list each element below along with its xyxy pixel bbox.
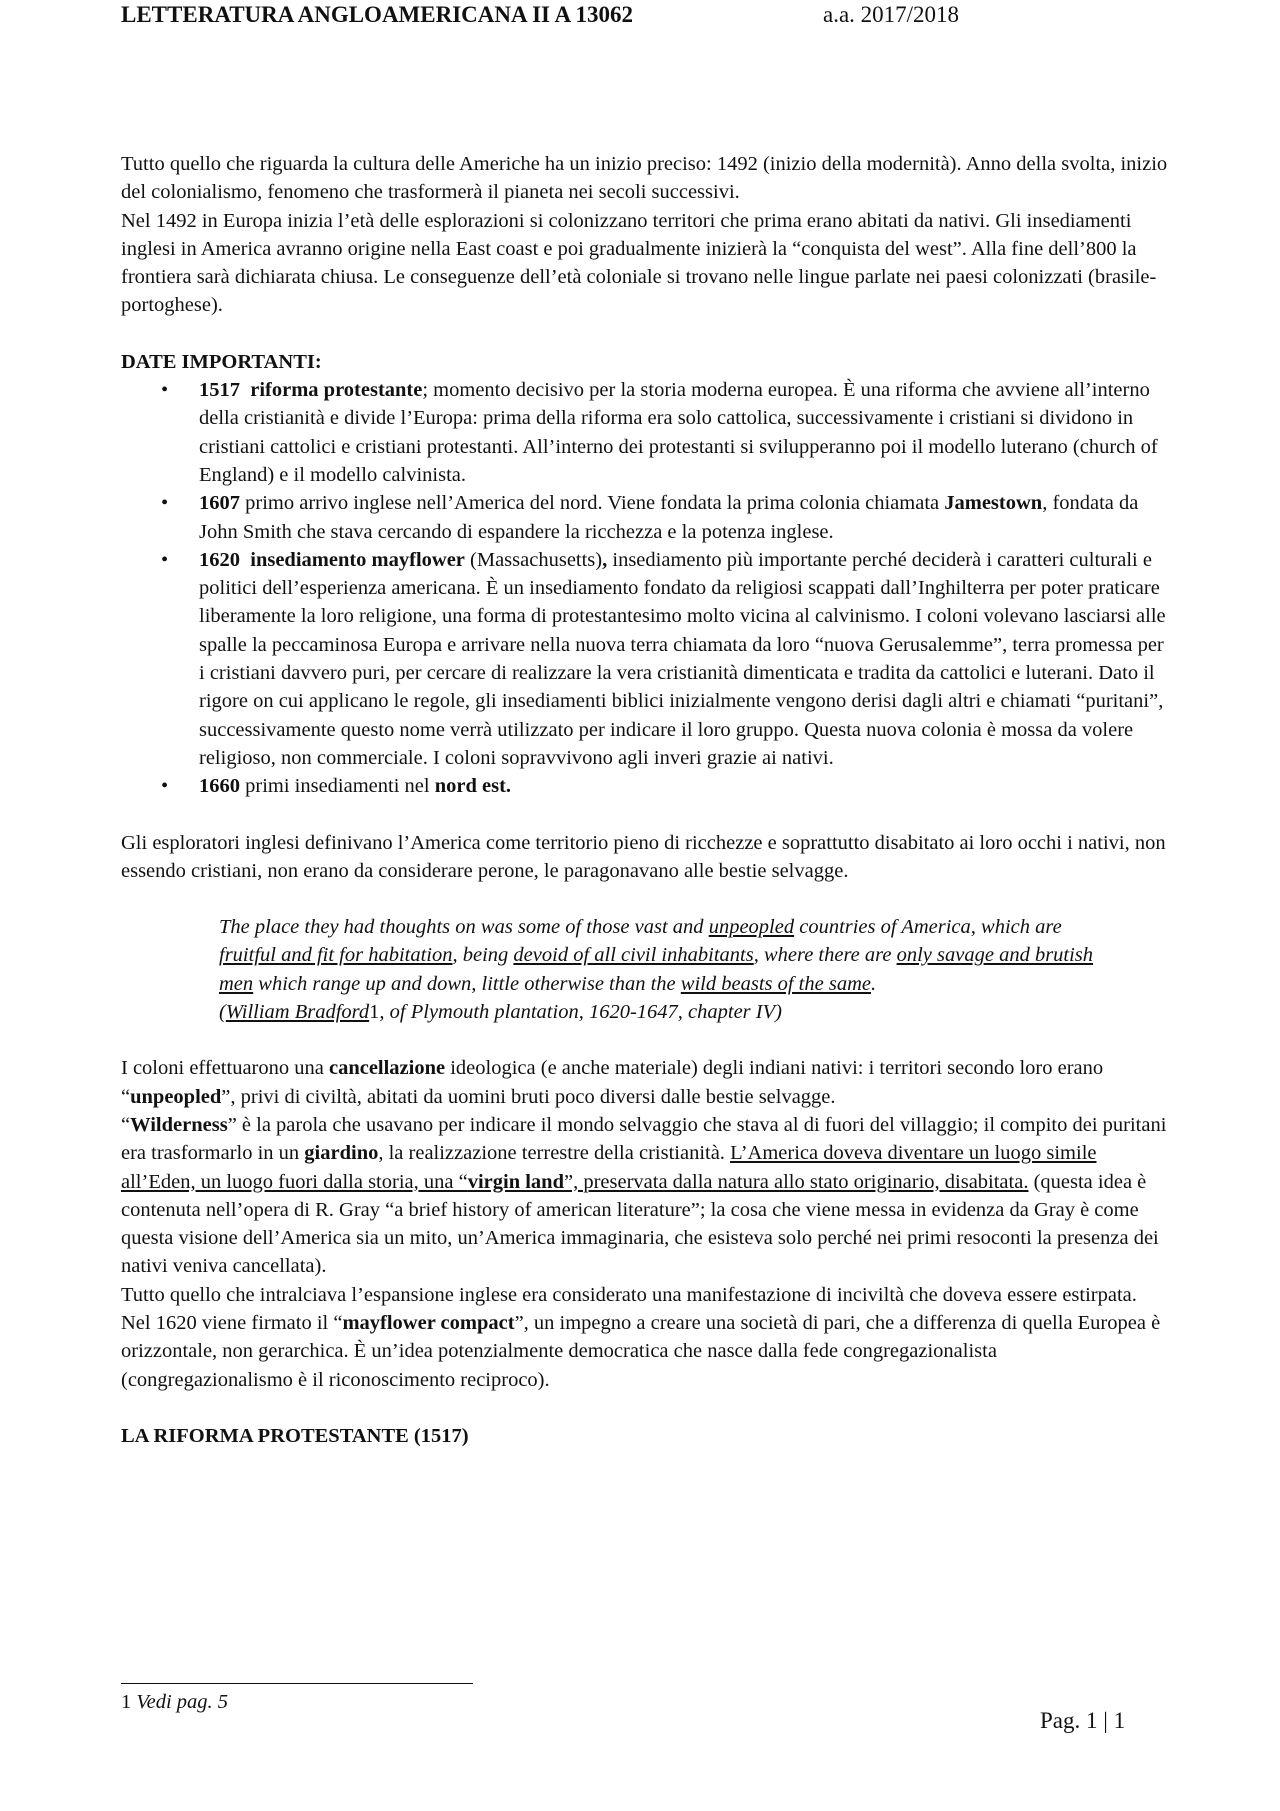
quote-underlined: fruitful and fit for habitation <box>219 944 453 967</box>
bold-term: giardino <box>304 1142 379 1165</box>
text: , la realizzazione terrestre della cristianità. <box>378 1142 731 1165</box>
list-item <box>121 376 1171 489</box>
expansion-paragraph: Tutto quello che intralciava l’espansione inglese era considerato una manifestazione di inciviltà che doveva essere estirpata. <box>121 1283 1137 1306</box>
date-comma: , <box>602 548 608 571</box>
dates-list <box>121 376 1171 800</box>
text: (questa idea è contenuta nell’opera di R. Gray “a brief history of american literature”; la cosa che viene messa in evidenza da Gray è come questa visione dell’America sia un mito, un’America immaginaria, che esisteva solo perché nei primi resoconti la presenza dei nativi veniva cancellata). <box>121 1170 1159 1278</box>
date-text: insediamento più importante perché deciderà i caratteri culturali e politici dell’esperienza americana. È un insediamento fondato da religiosi scappati dall’Inghilterra per poter praticare liberamente la loro religione, una forma di protestantesimo molto vicina al calvinismo. I coloni volevano lasciarsi alle spalle la peccaminosa Europa e arrivare nella nuova terra chiamata da loro “nuova Gerusalemme”, terra promessa per i cristiani davvero puri, per cercare di realizzare la vera cristianità dimenticata e tradita da cattolici e luterani. Dato il rigore on cui applicano le regole, gli insediamenti biblici inizialmente vengono derisi dagli altri e chiamati “puritani”, successivamente questo nome verrà utilizzato per indicare il loro gruppo. Questa nuova colonia è mossa da volere religioso, non commerciale. I coloni sopravvivono agli inveri grazie ai nativi. <box>199 548 1166 769</box>
footnote-reference[interactable]: 1 <box>369 1001 380 1024</box>
date-text: primi insediamenti nel <box>240 775 435 798</box>
quote-underlined: wild beasts of the same <box>680 972 871 995</box>
date-text: primo arrivo inglese nell’America del nord. Viene fondata la prima colonia chiamata <box>240 492 945 515</box>
text: L’America doveva diventare un luogo simile all’Eden, un luogo fuori dalla storia, una “ <box>121 1142 1097 1193</box>
wilderness-paragraph <box>121 1111 1171 1281</box>
list-item <box>121 546 1171 772</box>
list-item <box>121 489 1171 546</box>
text: ”, preservata dalla natura allo stato originario, disabitata. <box>563 1170 1029 1193</box>
intro-paragraph: Tutto quello che riguarda la cultura delle Americhe ha un inizio preciso: 1492 (inizio della modernità). Anno della svolta, inizio del colonialismo, fenomeno che trasformerà il pianeta nei secoli successivi. <box>121 153 1168 204</box>
date-year: 1620 <box>199 548 240 571</box>
text: Nel 1620 viene firmato il “ <box>121 1311 343 1334</box>
bradford-quote <box>219 913 1099 1026</box>
quote-text: countries of America, which are <box>794 916 1062 939</box>
course-title: LETTERATURA ANGLOAMERICANA II A 13062 <box>121 2 634 27</box>
intro-paragraph: Nel 1492 in Europa inizia l’età delle esplorazioni si colonizzano territori che prima erano abitati da nativi. Gli insediamenti inglesi in America avranno origine nella East coast e poi gradualmente inizierà la “conquista del west”. Alla fine dell’800 la frontiera sarà dichiarata chiusa. Le conseguenze dell’età coloniale si trovano nelle lingue parlate nei paesi colonizzati (brasile-portoghese). <box>121 209 1157 317</box>
text: ideologica (e anche materiale) degli indiani nativi: i territori secondo loro erano “ <box>121 1057 1104 1108</box>
footnote-divider <box>121 1683 473 1684</box>
main-content <box>121 150 1171 1450</box>
text: I coloni effettuarono una <box>121 1057 329 1080</box>
text: ” è la parola che usavano per indicare il mondo selvaggio che stava al di fuori del villaggio; il compito dei puritani era trasformarlo in un <box>121 1113 1167 1165</box>
bullet-icon: • <box>161 775 169 798</box>
footnote-text: Vedi pag. 5 <box>136 1691 229 1713</box>
footnote <box>121 1688 228 1716</box>
text: “ <box>121 1113 131 1136</box>
footnote-number: 1 <box>121 1691 132 1713</box>
quote-underlined: unpeopled <box>708 916 795 939</box>
bullet-icon: • <box>161 379 169 402</box>
page-header <box>121 0 960 30</box>
bold-term: virgin land <box>467 1170 564 1193</box>
bullet-icon: • <box>161 492 169 515</box>
date-year: 1660 <box>199 775 240 798</box>
date-year: 1607 <box>199 492 240 515</box>
citation-author: William Bradford <box>225 1001 370 1024</box>
quote-text: which range up and down, little otherwise than the <box>253 972 681 995</box>
bullet-icon: • <box>161 548 169 571</box>
quote-text: . <box>870 972 877 995</box>
citation-text: ( <box>219 1001 226 1024</box>
date-text: ; momento decisivo per la storia moderna europea. È una riforma che avviene all’interno della cristianità e divide l’Europa: prima della riforma era solo cattolica, successivamente i cristiani si dividono in cristiani cattolici e cristiani protestanti. All’interno dei protestanti si svilupperanno poi il modello luterano (church of England) e il modello calvinista. <box>199 379 1158 486</box>
citation-text: , of Plymouth plantation, 1620-1647, chapter IV) <box>379 1001 782 1024</box>
date-year: 1517 <box>199 379 240 402</box>
quote-text: , where there are <box>753 944 897 967</box>
date-bold: Jamestown <box>944 492 1043 515</box>
section-heading: LA RIFORMA PROTESTANTE (1517) <box>121 1424 469 1447</box>
colonists-paragraph <box>121 1054 1171 1111</box>
bold-term: unpeopled <box>130 1085 222 1108</box>
academic-year: a.a. 2017/2018 <box>823 2 960 27</box>
quote-text: The place they had thoughts on was some of those vast and <box>219 916 709 939</box>
date-title: insediamento mayflower <box>250 548 465 571</box>
quote-underlined: only savage and brutish men <box>219 944 1094 995</box>
dates-heading: DATE IMPORTANTI: <box>121 350 322 373</box>
list-item <box>121 772 1171 800</box>
date-text: , fondata da John Smith che stava cercando di espandere la ricchezza e la potenza inglese. <box>199 492 1139 543</box>
bold-term: Wilderness <box>130 1113 228 1136</box>
page-number: Pag. 1 | 1 <box>1040 1708 1126 1733</box>
date-paren: (Massachusetts) <box>464 548 603 571</box>
text: ”, privi di civiltà, abitati da uomini bruti poco diversi dalle bestie selvagge. <box>221 1085 836 1108</box>
explorers-paragraph: Gli esploratori inglesi definivano l’America come territorio pieno di ricchezze e soprattutto disabitato ai loro occhi i nativi, non essendo cristiani, non erano da considerare perone, le paragonavano alle bestie selvagge. <box>121 831 1166 882</box>
quote-underlined: devoid of all civil inhabitants <box>513 944 754 967</box>
compact-paragraph <box>121 1309 1171 1394</box>
text: ”, un impegno a creare una società di pari, che a differenza di quella Europea è orizzontale, non gerarchica. È un’idea potenzialmente democratica che nasce dalla fede congregazionalista (congregazionalismo è il riconoscimento reciproco). <box>121 1311 1161 1391</box>
bold-term: cancellazione <box>328 1057 446 1080</box>
quote-text: , being <box>452 944 514 967</box>
date-title: riforma protestante <box>250 379 423 402</box>
date-bold: nord est. <box>434 775 512 798</box>
bold-term: mayflower compact <box>342 1311 515 1334</box>
